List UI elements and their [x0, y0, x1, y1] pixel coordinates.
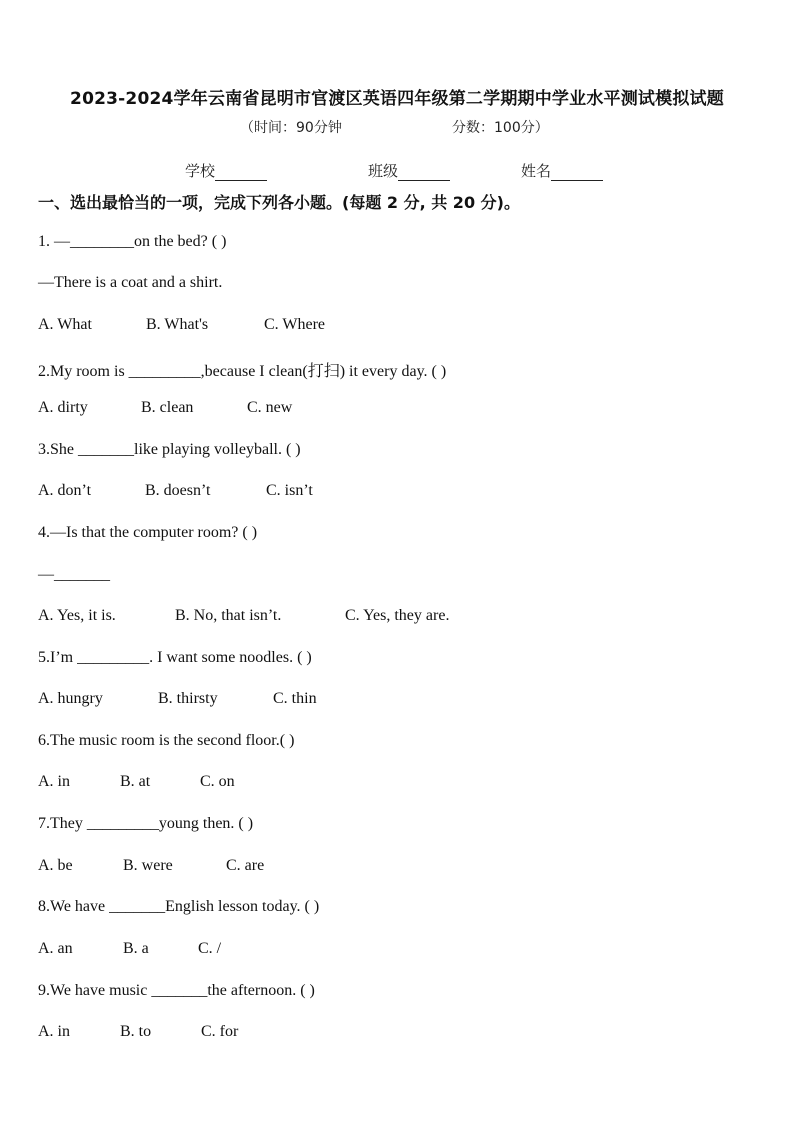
option-c: C. / [198, 940, 222, 957]
section-heading: 一、选出最恰当的一项，完成下列各小题。(每题 2 分, 共 20 分)。 [38, 193, 520, 212]
option-a: A. in [38, 1023, 70, 1040]
option-c: C. are [226, 857, 265, 874]
option-b: B. a [123, 940, 149, 957]
name-field [521, 160, 603, 181]
option-b: B. to [120, 1023, 152, 1040]
question-1: 1. —________on the bed? ( ) [38, 233, 227, 250]
option-a: A. an [38, 940, 73, 957]
option-a: A. Yes, it is. [38, 607, 116, 624]
option-a: A. What [38, 316, 92, 333]
question-4-answer-line: —_______ [38, 566, 110, 583]
question-9: 9.We have music _______the afternoon. ( ) [38, 982, 315, 999]
class-blank [398, 164, 450, 181]
question-6: 6.The music room is the second floor.( ) [38, 732, 295, 749]
option-a: A. dirty [38, 399, 88, 416]
option-a: A. in [38, 773, 70, 790]
option-c: C. Where [264, 316, 326, 333]
exam-score: 分数：100分） [452, 120, 549, 136]
option-c: C. thin [273, 690, 317, 707]
option-c: C. isn’t [266, 482, 313, 499]
question-3: 3.She _______like playing volleyball. ( ) [38, 441, 301, 458]
question-1-answer-line: —There is a coat and a shirt. [38, 274, 223, 291]
school-label: 学校 [185, 162, 216, 180]
option-b: B. clean [141, 399, 194, 416]
name-blank [551, 164, 603, 181]
school-blank [215, 164, 267, 181]
option-a: A. don’t [38, 482, 92, 499]
option-b: B. doesn’t [145, 482, 211, 499]
question-8: 8.We have _______English lesson today. ( ) [38, 898, 320, 915]
option-a: A. hungry [38, 690, 103, 707]
name-label: 姓名 [521, 162, 552, 180]
exam-title: 2023-2024学年云南省昆明市官渡区英语四年级第二学期期中学业水平测试模拟试题 [70, 89, 724, 109]
question-5: 5.I’m _________. I want some noodles. ( ) [38, 649, 312, 666]
option-b: B. were [123, 857, 173, 874]
question-7: 7.They _________young then. ( ) [38, 815, 254, 832]
school-field [185, 160, 267, 181]
option-b: B. What's [146, 316, 209, 333]
exam-time: （时间：90分钟 [240, 120, 342, 136]
option-b: B. at [120, 773, 151, 790]
class-field [368, 160, 450, 181]
option-b: B. thirsty [158, 690, 218, 707]
question-4: 4.—Is that the computer room? ( ) [38, 524, 258, 541]
option-c: C. Yes, they are. [345, 607, 450, 624]
option-b: B. No, that isn’t. [175, 607, 282, 624]
question-2: 2.My room is _________,because I clean(打扫) it every day. ( ) [38, 363, 447, 380]
option-c: C. for [201, 1023, 239, 1040]
option-c: C. on [200, 773, 235, 790]
option-a: A. be [38, 857, 73, 874]
class-label: 班级 [368, 162, 399, 180]
option-c: C. new [247, 399, 293, 416]
